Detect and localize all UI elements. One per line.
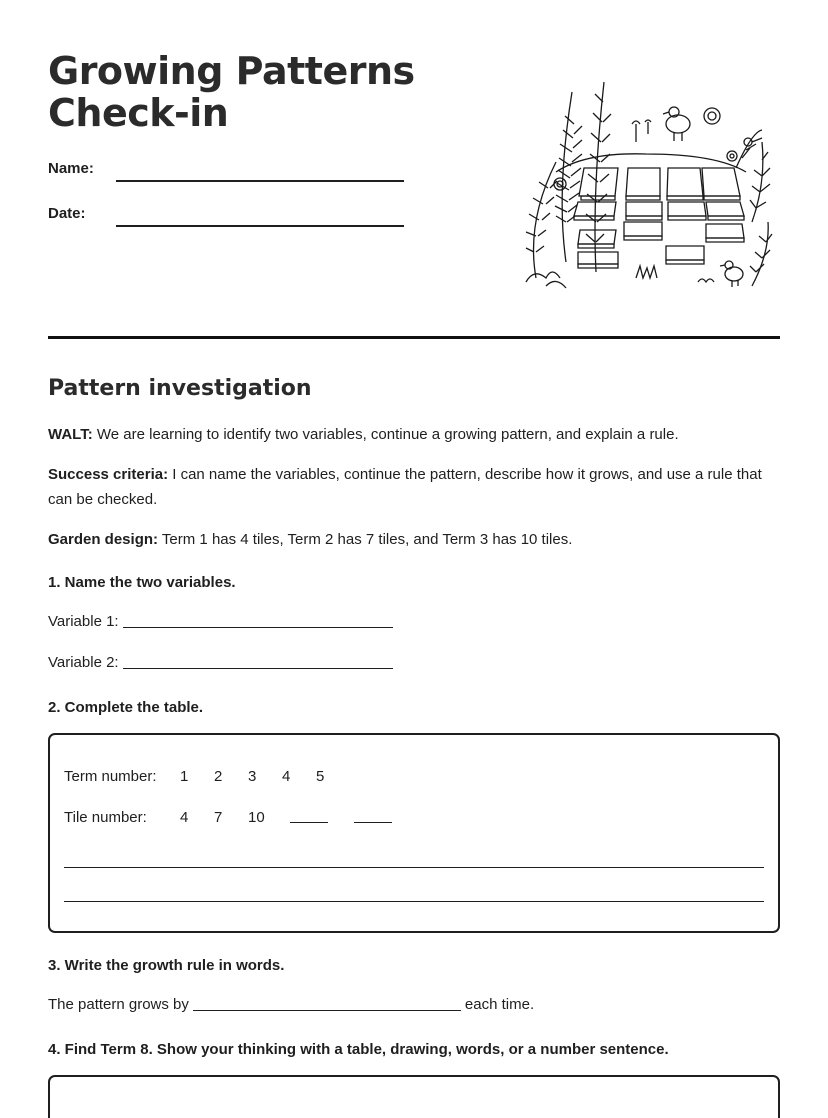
term-cell: 2 [214,768,223,785]
header-divider [48,336,780,339]
variable-2-row [48,654,393,671]
tile-cell: 7 [214,809,223,826]
garden-tiles-illustration [516,72,776,298]
term-cell: 4 [282,768,291,785]
garden-design-text: Term 1 has 4 tiles, Term 2 has 7 tiles, and Term 3 has 10 tiles. [158,531,573,548]
right-ferns [704,108,772,286]
question-4-heading: 4. Find Term 8. Show your thinking with a table, drawing, words, or a number sentence. [48,1041,669,1058]
garden-design-paragraph [48,527,778,552]
tile-cell: 10 [248,809,265,826]
term-cell: 5 [316,768,325,785]
bird-icon [663,107,690,141]
tile-5-field[interactable] [354,809,392,823]
growth-rule-field[interactable] [193,1010,461,1011]
name-label: Name: [48,160,94,177]
term-cell: 1 [180,768,189,785]
variable-1-row [48,613,393,630]
walt-text: We are learning to identify two variables, continue a growing pattern, and explain a rule. [92,426,679,443]
answer-line[interactable] [64,867,764,868]
success-criteria-paragraph [48,462,778,512]
date-field[interactable] [116,225,404,227]
small-bird-icon [720,261,743,287]
variable-2-field[interactable] [123,668,393,669]
term-number-label: Term number: [64,768,157,785]
walt-paragraph [48,422,778,447]
section-title: Pattern investigation [48,376,312,401]
name-field[interactable] [116,180,404,182]
growth-rule-sentence [48,996,534,1013]
growth-rule-suffix: each time. [464,996,535,1013]
tile-number-label: Tile number: [64,809,147,826]
term-cell: 3 [248,768,257,785]
variable-1-label: Variable 1: [48,613,119,630]
tile-4-field[interactable] [290,809,328,823]
tile-number-row [64,809,418,826]
garden-design-label: Garden design: [48,531,159,548]
date-label: Date: [48,205,86,222]
variable-2-label: Variable 2: [48,654,119,671]
left-ferns [526,82,611,288]
success-criteria-label: Success criteria: [48,466,169,483]
growth-rule-prefix: The pattern grows by [48,996,189,1013]
table-box [48,733,780,933]
page-title-line-1: Growing Patterns [48,49,415,93]
question-1-heading: 1. Name the two variables. [48,574,236,591]
tile-grid [574,168,744,268]
variable-1-field[interactable] [123,627,393,628]
term-8-answer-box[interactable] [48,1075,780,1118]
page-title-line-2: Check-in [48,91,229,135]
page-title [48,50,415,134]
success-criteria-text: I can name the variables, continue the pattern, describe how it grows, and use a rule that can be checked. [48,466,762,508]
walt-label: WALT: [48,426,93,443]
term-number-row [64,768,350,785]
answer-line[interactable] [64,901,764,902]
tile-cell: 4 [180,809,189,826]
question-2-heading: 2. Complete the table. [48,699,204,716]
question-3-heading: 3. Write the growth rule in words. [48,957,285,974]
